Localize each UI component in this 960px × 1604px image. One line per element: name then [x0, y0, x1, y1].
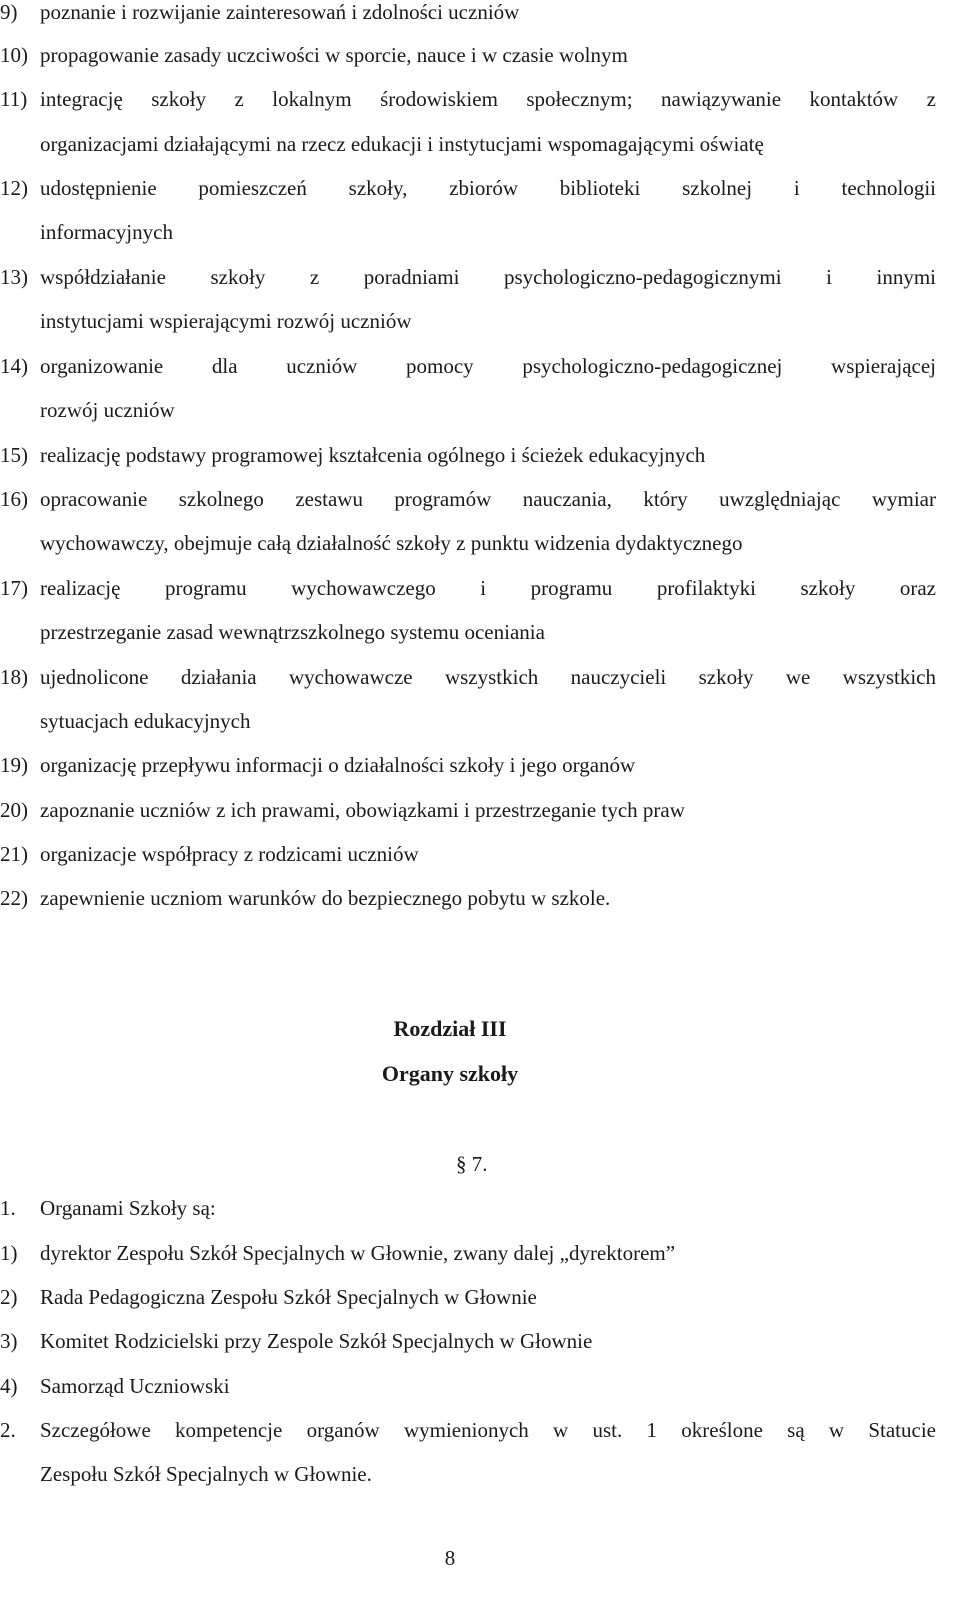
page-number: 8 [444, 1546, 456, 1570]
item-text: sytuacjach edukacyjnych [40, 709, 251, 733]
item-text: zapoznanie uczniów z ich prawami, obowiązkami i przestrzeganie tych praw [40, 798, 685, 822]
item-text: udostępnienie pomieszczeń szkoły, zbiorów biblioteki szkolnej i technologii [40, 176, 936, 200]
item-number: 12) [0, 176, 28, 200]
item-text: integrację szkoły z lokalnym środowiskiem społecznym; nawiązywanie kontaktów z [40, 87, 936, 111]
item-number: 10) [0, 43, 28, 67]
item-text: poznanie i rozwijanie zainteresowań i zdolności uczniów [40, 0, 520, 24]
item-text: realizację podstawy programowej kształcenia ogólnego i ścieżek edukacyjnych [40, 443, 706, 467]
chapter-title: Rozdział III [393, 1016, 507, 1041]
item-text: Komitet Rodzicielski przy Zespole Szkół Specjalnych w Głownie [40, 1329, 593, 1353]
item-text: Rada Pedagogiczna Zespołu Szkół Specjalnych w Głownie [40, 1285, 537, 1309]
item-text: informacyjnych [40, 220, 173, 244]
chapter-subtitle: Organy szkoły [381, 1061, 519, 1086]
item-text: ujednolicone działania wychowawcze wszystkich nauczycieli szkoły we wszystkich [40, 665, 936, 689]
item-number: 16) [0, 487, 28, 511]
item-number: 21) [0, 842, 28, 866]
item-text: organizacje współpracy z rodzicami uczniów [40, 842, 419, 866]
item-number: 14) [0, 354, 28, 378]
item-text: propagowanie zasady uczciwości w sporcie, nauce i w czasie wolnym [40, 43, 628, 67]
section-mark: § 7. [456, 1152, 488, 1176]
item-text: współdziałanie szkoły z poradniami psychologiczno-pedagogicznymi i innymi [40, 265, 936, 289]
item-text: przestrzeganie zasad wewnątrzszkolnego systemu oceniania [40, 620, 545, 644]
item-number: 2) [0, 1285, 18, 1309]
item-number: 18) [0, 665, 28, 689]
item-text: Samorząd Uczniowski [40, 1374, 230, 1398]
item-text: dyrektor Zespołu Szkół Specjalnych w Głownie, zwany dalej „dyrektorem” [40, 1241, 676, 1265]
item-text: realizację programu wychowawczego i programu profilaktyki szkoły oraz [40, 576, 936, 600]
item-text: wychowawczy, obejmuje całą działalność szkoły z punktu widzenia dydaktycznego [40, 531, 743, 555]
item-text: opracowanie szkolnego zestawu programów nauczania, który uwzględniając wymiar [40, 487, 936, 511]
item-text: organizowanie dla uczniów pomocy psychologiczno-pedagogicznej wspierającej [40, 354, 936, 378]
item-number: 4) [0, 1374, 18, 1398]
item-text: rozwój uczniów [40, 398, 175, 422]
item-number: 20) [0, 798, 28, 822]
item-number: 19) [0, 753, 28, 777]
item-text: organizację przepływu informacji o działalności szkoły i jego organów [40, 753, 636, 777]
item-number: 13) [0, 265, 28, 289]
item-number: 1. [0, 1196, 16, 1220]
item-number: 9) [0, 0, 18, 24]
item-number: 11) [0, 87, 28, 111]
item-number: 2. [0, 1418, 16, 1442]
item-number: 15) [0, 443, 28, 467]
item-number: 17) [0, 576, 28, 600]
item-number: 1) [0, 1241, 18, 1265]
item-text: organizacjami działającymi na rzecz edukacji i instytucjami wspomagającymi oświatę [40, 132, 764, 156]
item-text: Szczegółowe kompetencje organów wymienionych w ust. 1 określone są w Statucie [40, 1418, 936, 1442]
item-text: Zespołu Szkół Specjalnych w Głownie. [40, 1462, 372, 1486]
item-text: zapewnienie uczniom warunków do bezpiecznego pobytu w szkole. [40, 886, 611, 910]
item-text: instytucjami wspierającymi rozwój uczniów [40, 309, 412, 333]
item-number: 22) [0, 886, 28, 910]
item-text: Organami Szkoły są: [40, 1196, 216, 1220]
item-number: 3) [0, 1329, 18, 1353]
